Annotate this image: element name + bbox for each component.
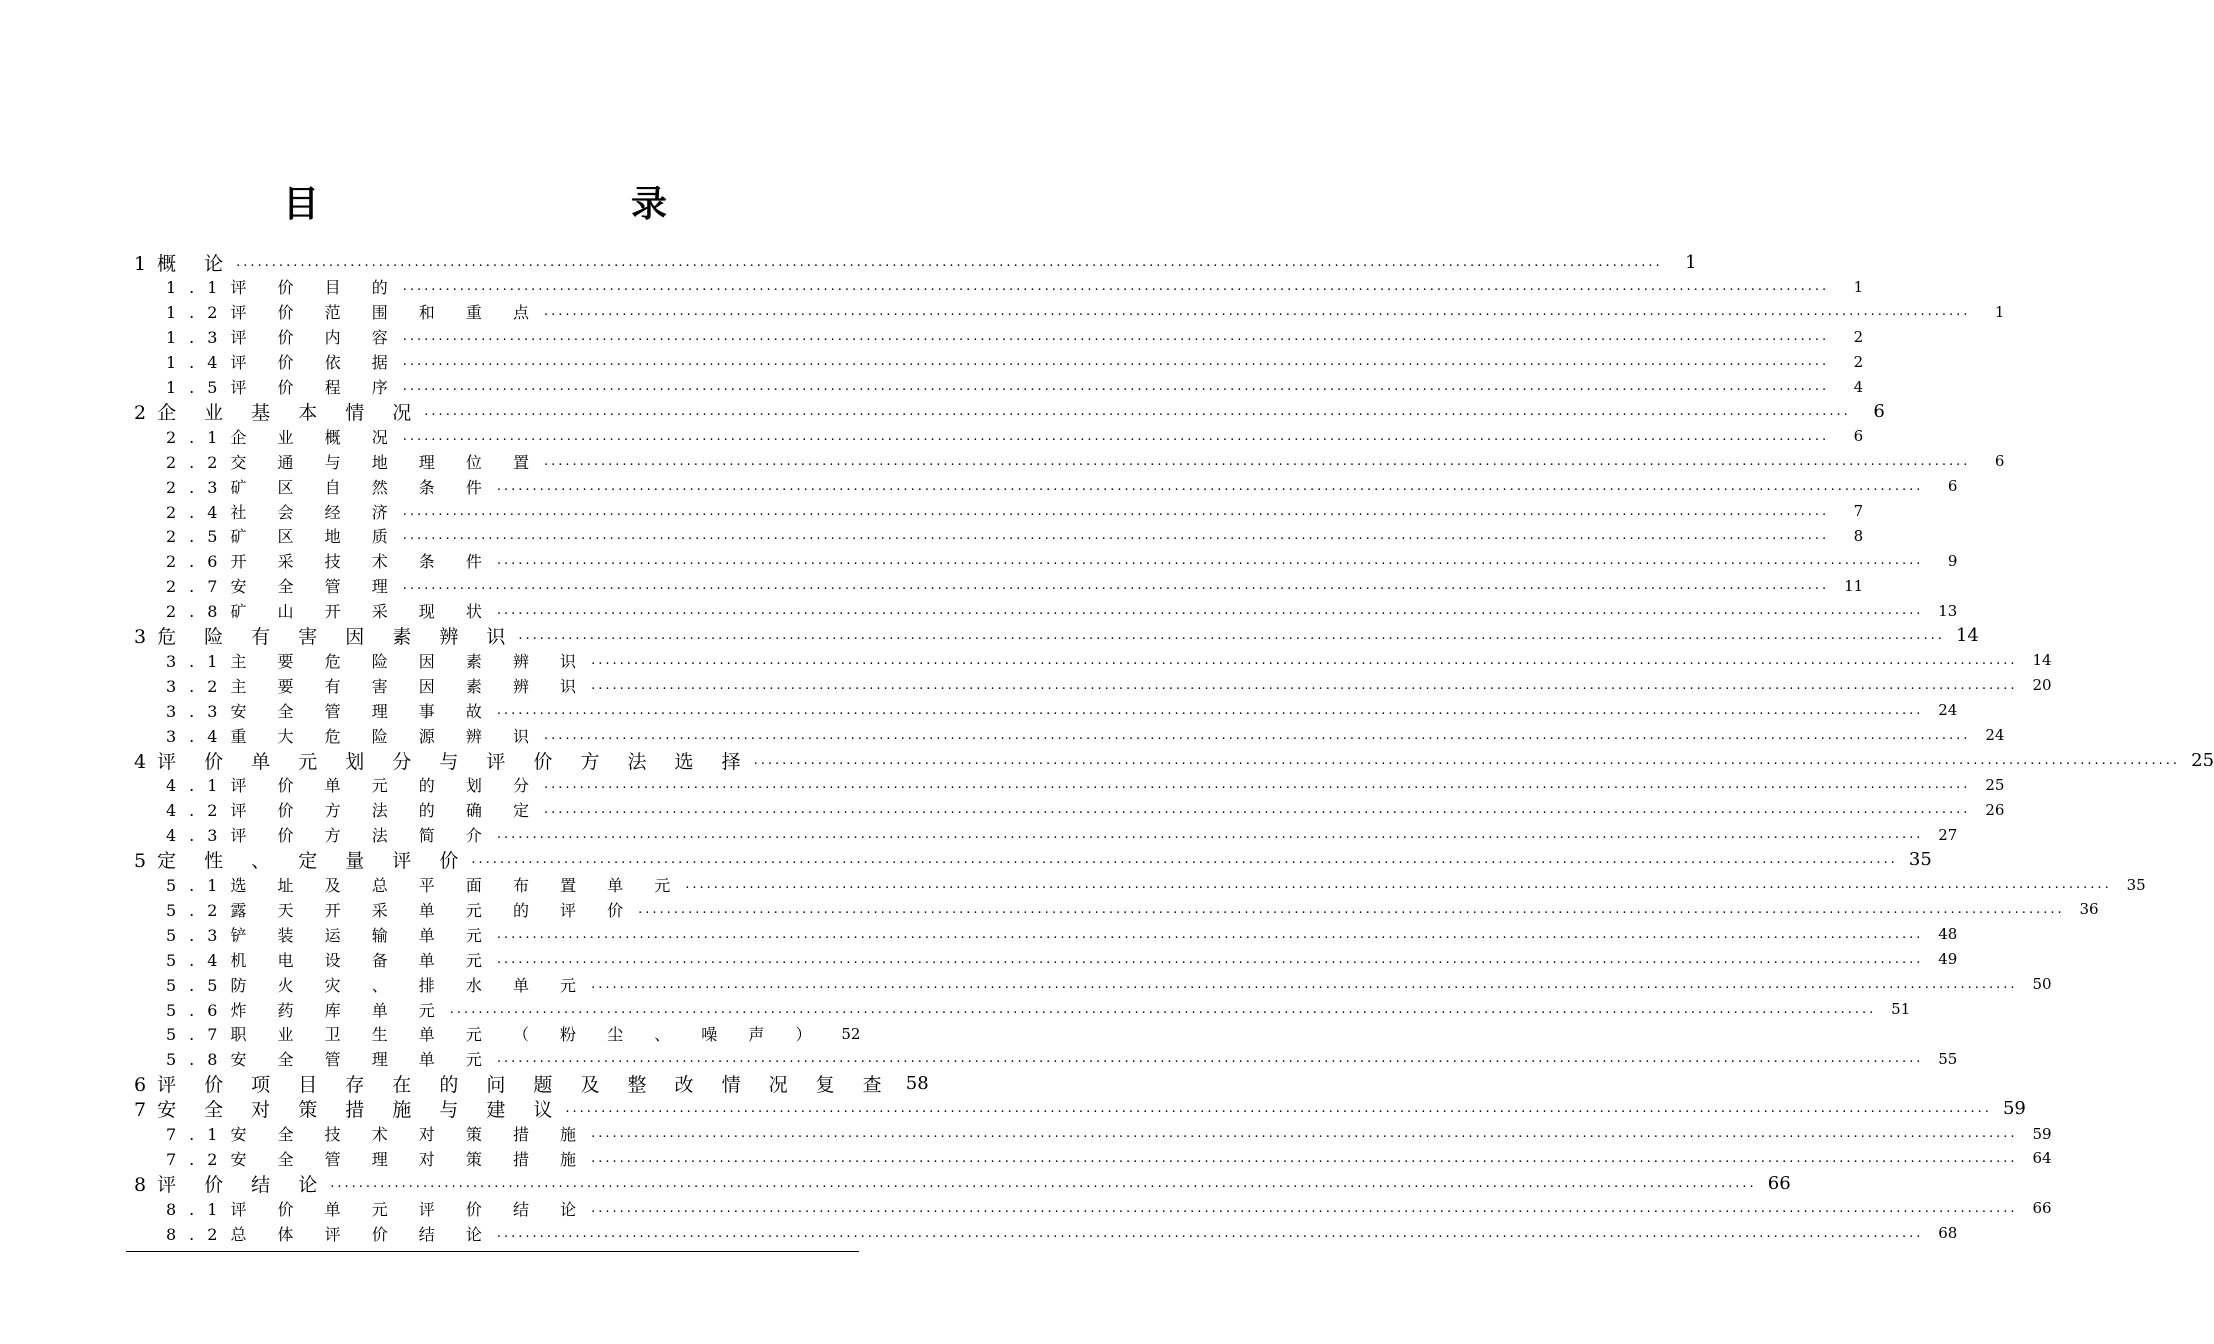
toc-entry[interactable] bbox=[166, 773, 2005, 797]
toc-entry-label: 5.8安 全 管 理 单 元 bbox=[166, 1050, 495, 1070]
toc-entry-label: 2.7安 全 管 理 bbox=[166, 577, 401, 597]
toc-entry-page: 7 bbox=[1853, 502, 1864, 520]
toc-entry-label: 4.1评 价 单 元 的 划 分 bbox=[166, 776, 542, 796]
toc-entry[interactable] bbox=[166, 673, 2052, 697]
toc-entry[interactable] bbox=[166, 947, 1958, 971]
toc-entry-page: 36 bbox=[2079, 900, 2099, 919]
toc-entry-page: 49 bbox=[1938, 950, 1958, 969]
toc-entry[interactable] bbox=[166, 698, 1958, 722]
toc-leader-dots: ........................................................................................................................................................................................................ bbox=[496, 926, 1924, 942]
toc-entry[interactable] bbox=[134, 1097, 2026, 1122]
toc-entry-label: 5.7职 业 卫 生 单 元 （ 粉 尘 、 噪 声 ） bbox=[166, 1025, 825, 1045]
toc-entry[interactable] bbox=[134, 250, 1697, 275]
toc-leader-dots: ........................................................................................................................................................................................................ bbox=[402, 528, 1830, 544]
toc-entry-label: 6评 价 项 目 存 在 的 问 题 及 整 改 情 况 复 查 bbox=[134, 1074, 893, 1097]
toc-entry[interactable] bbox=[166, 1122, 2052, 1146]
toc-leader-dots: ........................................................................................................................................................................................................ bbox=[543, 453, 1971, 469]
toc-entry-label: 5.2露 天 开 采 单 元 的 评 价 bbox=[166, 900, 637, 920]
toc-entry[interactable] bbox=[166, 922, 1958, 946]
toc-entry-page: 6 bbox=[1994, 452, 2005, 471]
toc-entry-label: 2.8矿 山 开 采 现 状 bbox=[166, 602, 495, 622]
toc-entry-label: 2.1企 业 概 况 bbox=[166, 427, 401, 447]
toc-leader-dots: ........................................................................................................................................................................................................ bbox=[543, 727, 1971, 743]
toc-entry-label: 5定 性 、 定 量 评 价 bbox=[134, 850, 470, 873]
toc-leader-dots: ........................................................................................................................................................................................................ bbox=[402, 428, 1830, 444]
toc-entry[interactable] bbox=[166, 549, 1958, 573]
toc-leader-dots: ........................................................................................................................................................................................................ bbox=[496, 951, 1924, 967]
toc-entry-page: 26 bbox=[1985, 800, 2005, 819]
toc-entry[interactable] bbox=[166, 325, 1864, 349]
toc-entry-label: 2.2交 通 与 地 理 位 置 bbox=[166, 452, 542, 472]
toc-entry-label: 8评 价 结 论 bbox=[134, 1173, 329, 1196]
toc-leader-dots: ........................................................................................................................................................................................................ bbox=[543, 304, 1971, 320]
toc-entry-page: 25 bbox=[1985, 775, 2005, 794]
toc-leader-dots: ........................................................................................................................................................................................................ bbox=[236, 254, 1663, 270]
toc-entry-page: 1 bbox=[1994, 302, 2005, 321]
toc-leader-dots: ........................................................................................................................................................................................................ bbox=[402, 503, 1830, 519]
toc-entry-page: 50 bbox=[2032, 975, 2052, 994]
toc-entry-page: 35 bbox=[2126, 875, 2146, 894]
toc-entry-page: 48 bbox=[1938, 925, 1958, 944]
toc-leader-dots: ........................................................................................................................................................................................................ bbox=[543, 777, 1971, 793]
toc-entry-label: 2.6开 采 技 术 条 件 bbox=[166, 552, 495, 572]
toc-entry[interactable] bbox=[166, 798, 2005, 822]
footer-divider bbox=[126, 1251, 859, 1252]
toc-entry-page: 51 bbox=[1891, 1000, 1911, 1018]
toc-entry-label: 5.4机 电 设 备 单 元 bbox=[166, 950, 495, 970]
toc-entry-page: 2 bbox=[1853, 327, 1864, 346]
toc-entry-label: 4评 价 单 元 划 分 与 评 价 方 法 选 择 bbox=[134, 750, 752, 773]
toc-entry-label: 4.2评 价 方 法 的 确 定 bbox=[166, 801, 542, 821]
toc-leader-dots: ........................................................................................................................................................................................................ bbox=[402, 279, 1830, 295]
toc-entry[interactable] bbox=[134, 1072, 929, 1097]
toc-entry[interactable] bbox=[134, 624, 1979, 648]
toc-entry-page: 2 bbox=[1853, 352, 1864, 371]
toc-entry-page: 27 bbox=[1938, 825, 1958, 844]
toc-leader-dots: ........................................................................................................................................................................................................ bbox=[402, 578, 1830, 594]
toc-entry-page: 13 bbox=[1938, 601, 1958, 620]
toc-entry[interactable] bbox=[166, 574, 1864, 598]
toc-entry-label: 4.3评 价 方 法 简 介 bbox=[166, 826, 495, 846]
toc-leader-dots: ........................................................................................................................................................................................................ bbox=[591, 677, 2018, 693]
toc-entry[interactable] bbox=[166, 723, 2005, 747]
toc-leader-dots: ........................................................................................................................................................................................................ bbox=[591, 976, 2018, 992]
toc-entry-page: 20 bbox=[2032, 676, 2052, 695]
toc-entry-page: 24 bbox=[1938, 701, 1958, 720]
toc-entry[interactable] bbox=[166, 823, 1958, 847]
toc-entry-page: 66 bbox=[1767, 1172, 1791, 1194]
toc-entry-label: 2.4社 会 经 济 bbox=[166, 502, 401, 522]
toc-entry-page: 59 bbox=[2002, 1098, 2026, 1120]
toc-leader-dots: ........................................................................................................................................................................................................ bbox=[591, 1150, 2018, 1166]
toc-entry-label: 5.6炸 药 库 单 元 bbox=[166, 1000, 448, 1020]
toc-entry[interactable] bbox=[134, 399, 1885, 424]
toc-leader-dots: ........................................................................................................................................................................................................ bbox=[591, 1126, 2018, 1141]
toc-entry-label: 1.4评 价 依 据 bbox=[166, 353, 401, 373]
toc-entry-label: 1.3评 价 内 容 bbox=[166, 328, 401, 348]
toc-entry-label: 3.1主 要 危 险 因 素 辨 识 bbox=[166, 651, 590, 671]
toc-leader-dots: ........................................................................................................................................................................................................ bbox=[496, 702, 1924, 718]
toc-leader-dots: ........................................................................................................................................................................................................ bbox=[402, 354, 1830, 370]
toc-entry[interactable] bbox=[166, 300, 2005, 324]
toc-entry[interactable] bbox=[166, 275, 1864, 299]
toc-entry[interactable] bbox=[166, 897, 2099, 921]
toc-entry[interactable] bbox=[166, 524, 1864, 548]
toc-entry-label: 5.5防 火 灾 、 排 水 单 元 bbox=[166, 975, 590, 995]
toc-entry-page: 6 bbox=[1947, 477, 1958, 496]
toc-entry-label: 3危 险 有 害 因 素 辨 识 bbox=[134, 626, 517, 648]
toc-entry[interactable] bbox=[166, 599, 1958, 623]
toc-leader-dots: ........................................................................................................................................................................................................ bbox=[496, 1225, 1924, 1241]
toc-entry[interactable] bbox=[166, 1221, 1958, 1245]
toc-entry-label: 3.3安 全 管 理 事 故 bbox=[166, 701, 495, 721]
toc-leader-dots: ........................................................................................................................................................................................................ bbox=[591, 652, 2018, 668]
toc-entry[interactable] bbox=[134, 1171, 1791, 1196]
toc-entry-label: 8.1评 价 单 元 评 价 结 论 bbox=[166, 1199, 590, 1219]
toc-entry-label: 7.2安 全 管 理 对 策 措 施 bbox=[166, 1149, 590, 1169]
toc-entry-page: 8 bbox=[1853, 526, 1864, 545]
toc-entry[interactable] bbox=[166, 1146, 2052, 1170]
toc-entry-page: 52 bbox=[841, 1024, 861, 1043]
toc-entry[interactable] bbox=[166, 449, 2005, 473]
toc-entry-label: 7.1安 全 技 术 对 策 措 施 bbox=[166, 1125, 590, 1144]
toc-entry[interactable] bbox=[134, 748, 2214, 773]
toc-entry[interactable] bbox=[166, 972, 2052, 996]
toc-entry-page: 1 bbox=[1853, 277, 1864, 296]
toc-leader-dots: ........................................................................................................................................................................................................ bbox=[330, 1175, 1757, 1191]
toc-entry-page: 6 bbox=[1853, 427, 1864, 446]
toc-leader-dots: ........................................................................................................................................................................................................ bbox=[753, 752, 2181, 768]
toc-leader-dots: ........................................................................................................................................................................................................ bbox=[518, 628, 1945, 643]
toc-entry-label: 3.2主 要 有 害 因 素 辨 识 bbox=[166, 676, 590, 696]
toc-entry[interactable] bbox=[166, 499, 1864, 523]
toc-entry-page: 4 bbox=[1853, 377, 1864, 396]
toc-entry-label: 5.1选 址 及 总 平 面 布 置 单 元 bbox=[166, 876, 684, 895]
toc-entry-page: 59 bbox=[2032, 1124, 2052, 1143]
toc-entry-page: 25 bbox=[2191, 749, 2214, 771]
toc-entry-label: 1.2评 价 范 围 和 重 点 bbox=[166, 303, 542, 323]
toc-entry-page: 14 bbox=[2032, 651, 2052, 670]
toc-entry[interactable] bbox=[166, 648, 2052, 672]
toc-entry-label: 1.1评 价 目 的 bbox=[166, 278, 401, 298]
page-title: 目 录 bbox=[282, 184, 747, 225]
toc-entry[interactable] bbox=[166, 997, 1911, 1021]
toc-entry[interactable] bbox=[166, 474, 1958, 498]
toc-entry-page: 64 bbox=[2032, 1149, 2052, 1168]
toc-entry[interactable] bbox=[166, 1047, 1958, 1071]
toc-entry[interactable] bbox=[166, 350, 1864, 374]
toc-leader-dots: ........................................................................................................................................................................................................ bbox=[402, 379, 1830, 394]
toc-entry-page: 1 bbox=[1685, 251, 1697, 273]
toc-leader-dots: ........................................................................................................................................................................................................ bbox=[402, 329, 1830, 345]
toc-entry-page: 14 bbox=[1955, 625, 1979, 646]
toc-entry-page: 24 bbox=[1985, 726, 2005, 745]
toc-entry-page: 68 bbox=[1938, 1224, 1958, 1243]
toc-entry-page: 11 bbox=[1844, 576, 1864, 595]
toc-leader-dots: ........................................................................................................................................................................................................ bbox=[424, 403, 1851, 419]
toc-leader-dots: ........................................................................................................................................................................................................ bbox=[591, 1200, 2018, 1216]
toc-leader-dots: ........................................................................................................................................................................................................ bbox=[565, 1101, 1992, 1117]
toc-leader-dots: ........................................................................................................................................................................................................ bbox=[685, 877, 2112, 892]
toc-entry[interactable] bbox=[166, 1196, 2052, 1220]
toc-leader-dots: ........................................................................................................................................................................................................ bbox=[543, 802, 1971, 818]
toc-entry-label: 8.2总 体 评 价 结 论 bbox=[166, 1224, 495, 1244]
toc-entry[interactable] bbox=[166, 424, 1864, 448]
toc-entry[interactable] bbox=[166, 375, 1864, 399]
toc-entry-page: 55 bbox=[1938, 1049, 1958, 1068]
toc-entry-page: 9 bbox=[1947, 551, 1958, 570]
toc-leader-dots: ........................................................................................................................................................................................................ bbox=[449, 1001, 1877, 1017]
toc-entry-page: 35 bbox=[1908, 849, 1932, 871]
toc-entry-label: 1.5评 价 程 序 bbox=[166, 378, 401, 397]
toc-entry[interactable] bbox=[166, 873, 2146, 897]
toc-leader-dots: ........................................................................................................................................................................................................ bbox=[496, 553, 1924, 569]
toc-entry[interactable] bbox=[166, 1022, 861, 1046]
toc-entry-label: 1概 论 bbox=[134, 252, 235, 275]
toc-leader-dots: ........................................................................................................................................................................................................ bbox=[496, 478, 1924, 494]
toc-entry-page: 58 bbox=[905, 1073, 929, 1095]
toc-entry-label: 7安 全 对 策 措 施 与 建 议 bbox=[134, 1099, 564, 1122]
toc-leader-dots: ........................................................................................................................................................................................................ bbox=[496, 827, 1924, 843]
toc-entry[interactable] bbox=[134, 848, 1932, 873]
toc-entry-label: 5.3铲 装 运 输 单 元 bbox=[166, 925, 495, 945]
toc-leader-dots: ........................................................................................................................................................................................................ bbox=[496, 1051, 1924, 1067]
toc-leader-dots: ........................................................................................................................................................................................................ bbox=[471, 852, 1898, 868]
toc-entry-label: 2企 业 基 本 情 况 bbox=[134, 401, 423, 424]
toc-entry-page: 6 bbox=[1873, 400, 1885, 422]
toc-entry-page: 66 bbox=[2032, 1199, 2052, 1218]
toc-entry-label: 2.3矿 区 自 然 条 件 bbox=[166, 477, 495, 497]
toc-leader-dots: ........................................................................................................................................................................................................ bbox=[496, 603, 1924, 619]
toc-entry-label: 3.4重 大 危 险 源 辨 识 bbox=[166, 726, 542, 746]
toc-entry-label: 2.5矿 区 地 质 bbox=[166, 527, 401, 547]
toc-leader-dots: ........................................................................................................................................................................................................ bbox=[638, 901, 2065, 917]
